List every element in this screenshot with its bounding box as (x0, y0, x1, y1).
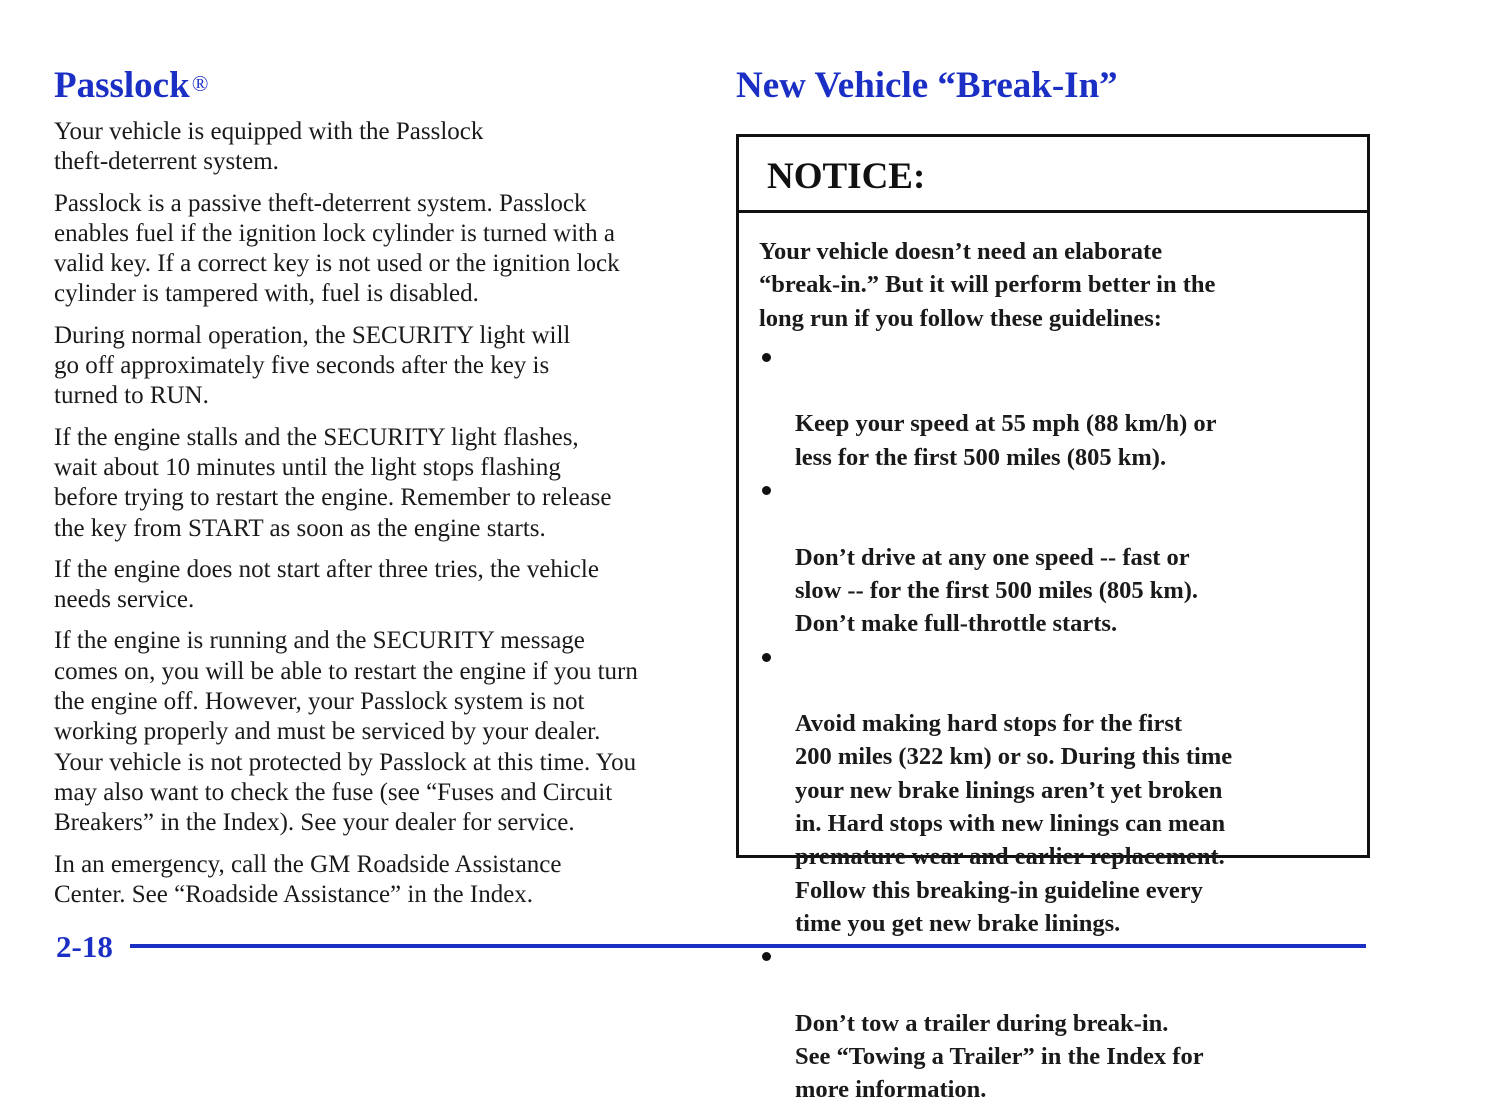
break-in-title: New Vehicle “Break-In” (736, 65, 1118, 106)
break-in-section (736, 62, 1376, 110)
notice-box (736, 134, 1370, 1104)
notice-item-text: Don’t tow a trailer during break-in. See “Towing a Trailer” in the Index for more information. (795, 1009, 1204, 1104)
passlock-paragraph-3: During normal operation, the SECURITY light will go off approximately five seconds after the key is turned to RUN. (54, 321, 571, 410)
notice-header (739, 137, 1367, 213)
registered-mark: ® (191, 71, 209, 96)
bullet-icon (762, 353, 771, 362)
passlock-paragraph-2: Passlock is a passive theft-deterrent system. Passlock enables fuel if the ignition lock cylinder is turned with a valid key. If a correct key is not used or the ignition lock cylinder is tampered with, fuel is disabled. (54, 189, 620, 308)
notice-item-text: Keep your speed at 55 mph (88 km/h) or less for the first 500 miles (805 km). (795, 410, 1217, 471)
passlock-paragraph-1: Your vehicle is equipped with the Passlock theft-deterrent system. (54, 118, 484, 176)
notice-item-text: Don’t drive at any one speed -- fast or slow -- for the first 500 miles (805 km). Don’t make full-throttle starts. (795, 543, 1199, 638)
passlock-paragraph-5: If the engine does not start after three tries, the vehicle needs service. (54, 555, 599, 614)
passlock-paragraph-7: In an emergency, call the GM Roadside Assistance Center. See “Roadside Assistance” in the Index. (54, 850, 562, 908)
bullet-icon (762, 653, 771, 662)
notice-intro: Your vehicle doesn’t need an elaborate “break-in.” But it will perform better in the long run if you follow these guidelines: (759, 238, 1216, 332)
passlock-section (54, 62, 694, 921)
notice-label: NOTICE: (767, 156, 926, 197)
passlock-title (54, 62, 694, 110)
notice-list-item (759, 641, 1347, 941)
passlock-paragraph-4: If the engine stalls and the SECURITY light flashes, wait about 10 minutes until the light stops flashing before trying to restart the engine. Remember to release the key from START as soon as the engine starts. (54, 423, 612, 542)
notice-list-item (759, 474, 1347, 640)
page-number: 2-18 (56, 929, 113, 964)
notice-body (739, 213, 1367, 1107)
notice-item-text: Avoid making hard stops for the first 200 miles (322 km) or so. During this time your new brake linings aren’t yet broken in. Hard stops with new linings can mean premature wear and earlier replacement. Follow this breaking-in guideline every time you get new brake linings. (795, 710, 1233, 937)
footer-rule (130, 944, 1366, 948)
notice-guidelines-list (759, 341, 1347, 1107)
bullet-icon (762, 486, 771, 495)
passlock-title-text: Passlock (54, 65, 190, 106)
page-footer (54, 928, 1370, 968)
notice-list-item (759, 341, 1347, 474)
passlock-paragraph-6: If the engine is running and the SECURITY message comes on, you will be able to restart the engine if you turn the engine off. However, your Passlock system is not working properly and must be serviced by your dealer. Your vehicle is not protected by Passlock at this time. You may also want to check the fuse (see “Fuses and Circuit Breakers” in the Index). See your dealer for service. (54, 627, 638, 837)
